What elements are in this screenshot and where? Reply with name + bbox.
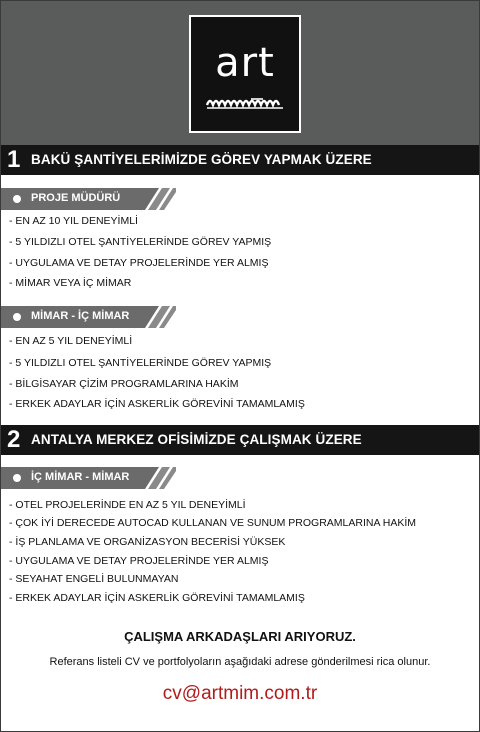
requirement-item: - ÇOK İYİ DERECEDE AUTOCAD KULLANAN VE SUNUM PROGRAMLARINA HAKİM — [9, 517, 417, 529]
requirement-item: - SEYAHAT ENGELİ BULUNMAYAN — [9, 573, 179, 585]
bullet-dot-icon — [13, 474, 21, 482]
role-label: PROJE MÜDÜRÜ — [31, 192, 121, 204]
section-title: ANTALYA MERKEZ OFİSİMİZDE ÇALIŞMAK ÜZERE — [31, 432, 362, 447]
bullet-dot-icon — [13, 195, 21, 203]
requirement-item: - MİMAR VEYA İÇ MİMAR — [9, 277, 132, 289]
requirement-item: - EN AZ 10 YIL DENEYİMLİ — [9, 215, 138, 227]
art-mim-logo — [189, 15, 301, 133]
bullet-dot-icon — [13, 313, 21, 321]
requirement-item: - UYGULAMA VE DETAY PROJELERİNDE YER ALMIŞ — [9, 555, 269, 567]
requirement-item: - UYGULAMA VE DETAY PROJELERİNDE YER ALMIŞ — [9, 257, 269, 269]
role-label: İÇ MİMAR - MİMAR — [31, 471, 130, 483]
role-tab-mimar-ic-mimar — [1, 306, 176, 328]
requirement-item: - 5 YILDIZLI OTEL ŞANTİYELERİNDE GÖREV YAPMIŞ — [9, 236, 272, 248]
logo-wordmark: art — [215, 40, 275, 86]
call-to-action-heading: ÇALIŞMA ARKADAŞLARI ARIYORUZ. — [124, 629, 356, 644]
requirement-item: - 5 YILDIZLI OTEL ŞANTİYELERİNDE GÖREV YAPMIŞ — [9, 357, 272, 369]
section-title: BAKÜ ŞANTİYELERİMİZDE GÖREV YAPMAK ÜZERE — [31, 152, 372, 167]
application-instructions: Referans listeli CV ve portfolyoların aşağıdaki adrese gönderilmesi rica olunur. — [49, 656, 431, 668]
role-tab-proje-muduru — [1, 188, 176, 210]
header-banner — [1, 1, 479, 145]
requirement-item: - ERKEK ADAYLAR İÇİN ASKERLİK GÖREVİNİ TAMAMLAMIŞ — [9, 592, 305, 604]
logo-mim-signature — [205, 95, 285, 111]
section-header-antalya — [1, 425, 479, 455]
requirement-item: - BİLGİSAYAR ÇİZİM PROGRAMLARINA HAKİM — [9, 378, 239, 390]
role-label: MİMAR - İÇ MİMAR — [31, 310, 130, 322]
role-tab-ic-mimar-mimar — [1, 467, 176, 489]
requirement-item: - EN AZ 5 YIL DENEYİMLİ — [9, 335, 133, 347]
requirement-item: - OTEL PROJELERİNDE EN AZ 5 YIL DENEYİMLİ — [9, 499, 246, 511]
section-number: 2 — [7, 426, 21, 453]
contact-email-link[interactable]: cv@artmim.com.tr — [162, 683, 318, 704]
requirement-item: - İŞ PLANLAMA VE ORGANİZASYON BECERİSİ YÜKSEK — [9, 536, 286, 548]
section-number: 1 — [7, 146, 21, 173]
requirement-item: - ERKEK ADAYLAR İÇİN ASKERLİK GÖREVİNİ TAMAMLAMIŞ — [9, 398, 305, 410]
section-header-baku — [1, 145, 479, 175]
